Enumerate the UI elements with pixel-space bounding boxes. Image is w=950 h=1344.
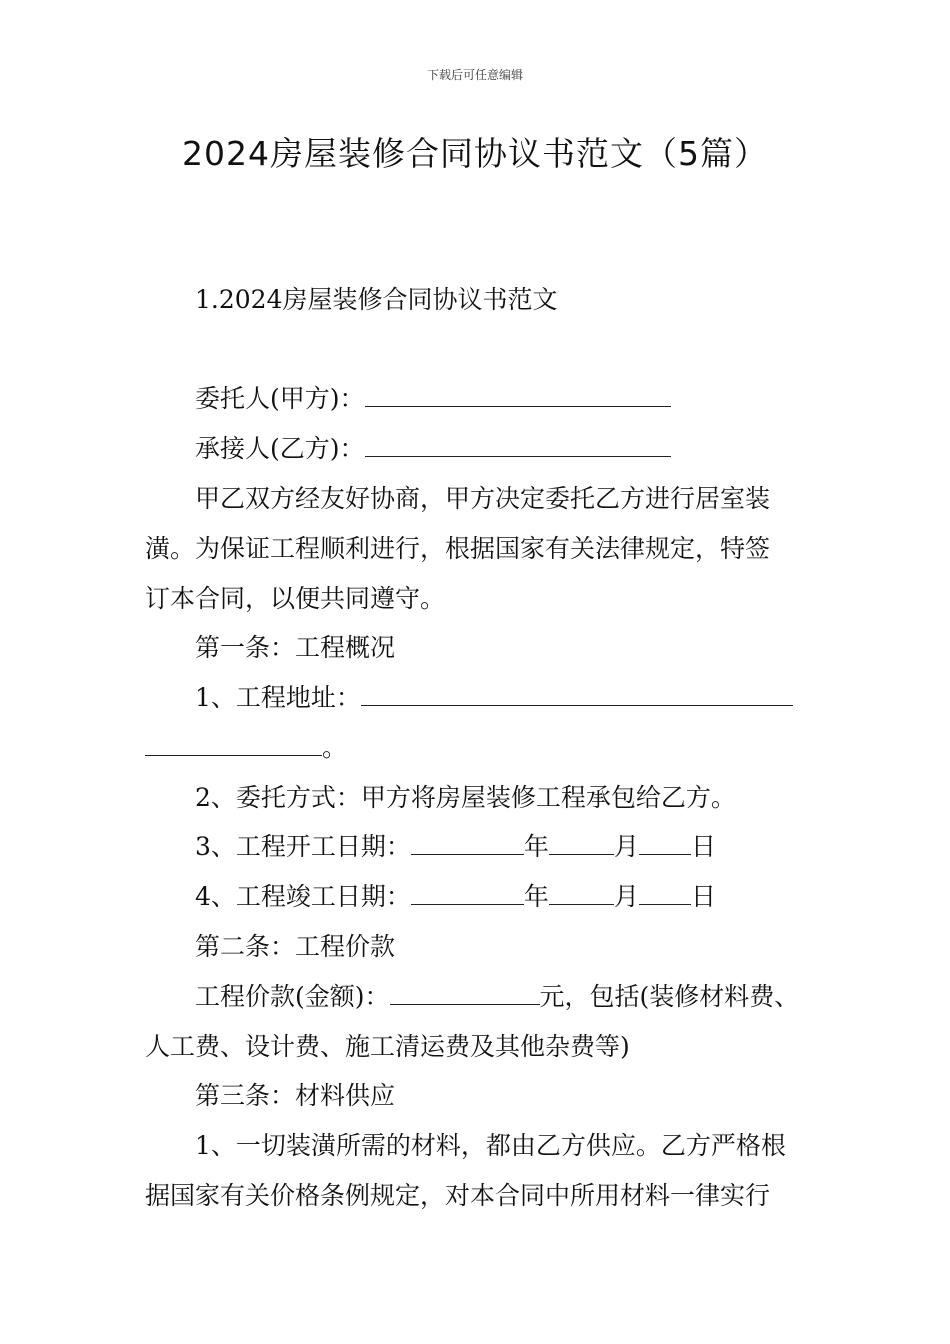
start-month-blank: [549, 832, 614, 855]
start-year-blank: [411, 832, 524, 855]
start-date-line: [195, 831, 825, 863]
price-blank: [390, 982, 540, 1005]
end-year-blank: [411, 882, 524, 905]
address-label: 1、工程地址：: [195, 683, 361, 712]
contractor-party-line: [195, 433, 825, 465]
price-line: [195, 981, 825, 1013]
address-blank-2: [145, 733, 322, 756]
end-date-label: 4、工程竣工日期：: [195, 882, 411, 911]
commission-method: 2、委托方式：甲方将房屋装修工程承包给乙方。: [195, 783, 736, 812]
contractor-label: 承接人(乙方)：: [195, 434, 365, 463]
article2-heading: 第二条：工程价款: [195, 932, 396, 961]
article1-heading: 第一条：工程概况: [195, 633, 396, 662]
address-blank: [361, 683, 793, 706]
year-label: 年: [523, 882, 549, 911]
material-line-1: 1、一切装潢所需的材料，都由乙方供应。乙方严格根: [195, 1131, 786, 1160]
header-note: 下载后可任意编辑: [426, 68, 523, 82]
client-party-line: [195, 383, 825, 415]
end-date-line: [195, 881, 825, 913]
price-line-2: 人工费、设计费、施工清运费及其他杂费等): [145, 1032, 630, 1061]
intro-line-1: 甲乙双方经友好协商，甲方决定委托乙方进行居室装: [195, 484, 771, 513]
address-end: 。: [322, 733, 348, 762]
article3-heading: 第三条：材料供应: [195, 1081, 396, 1110]
document-title: 2024房屋装修合同协议书范文（5篇）: [182, 134, 768, 173]
section-heading: 1.2024房屋装修合同协议书范文: [195, 285, 558, 314]
intro-line-2: 潢。为保证工程顺利进行，根据国家有关法律规定，特签: [145, 534, 771, 563]
month-label: 月: [613, 832, 639, 861]
start-date-label: 3、工程开工日期：: [195, 832, 411, 861]
year-label: 年: [523, 832, 549, 861]
day-label: 日: [690, 832, 716, 861]
price-label: 工程价款(金额)：: [195, 982, 390, 1011]
client-name-blank: [365, 384, 671, 407]
address-line-2: [145, 732, 825, 764]
end-day-blank: [639, 882, 691, 905]
day-label: 日: [690, 882, 716, 911]
end-month-blank: [549, 882, 614, 905]
price-unit: 元，包括(装修材料费、: [539, 982, 800, 1011]
contractor-name-blank: [365, 434, 671, 457]
intro-line-3: 订本合同，以便共同遵守。: [145, 584, 446, 613]
material-line-2: 据国家有关价格条例规定，对本合同中所用材料一律实行: [145, 1181, 771, 1210]
client-label: 委托人(甲方)：: [195, 384, 365, 413]
address-line: [195, 682, 825, 714]
month-label: 月: [613, 882, 639, 911]
start-day-blank: [639, 832, 691, 855]
